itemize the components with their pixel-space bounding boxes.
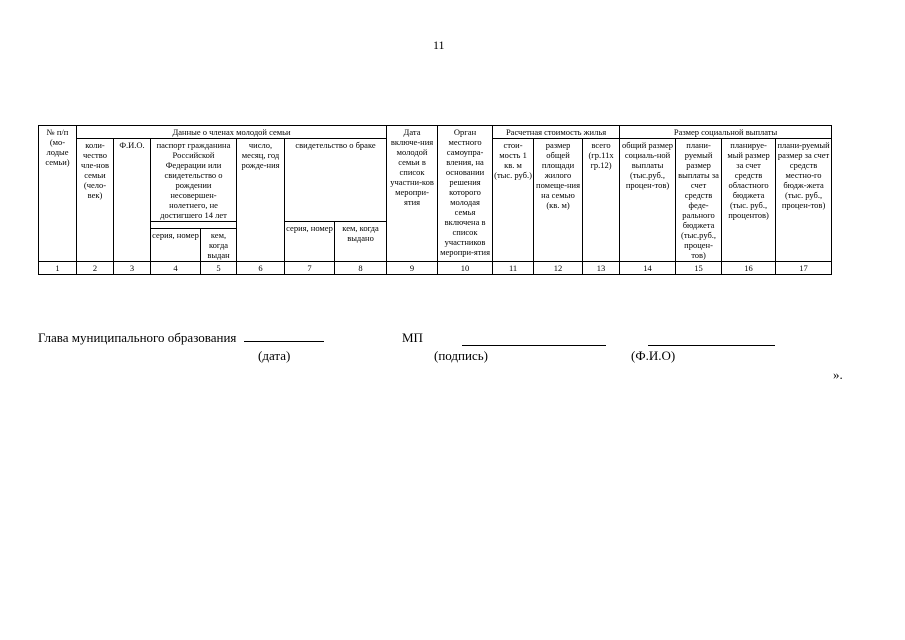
fio-caption: (Ф.И.О) xyxy=(631,348,676,363)
col-number: 11 xyxy=(493,262,534,275)
column-numbers-row xyxy=(39,262,832,275)
col-number: 17 xyxy=(776,262,832,275)
header-payment: Размер социальной выплаты xyxy=(620,126,832,139)
col-number: 9 xyxy=(387,262,438,275)
signature-line xyxy=(462,345,606,346)
header-cost: Расчетная стоимость жилья xyxy=(493,126,620,139)
col-number: 8 xyxy=(335,262,387,275)
date-caption: (дата) xyxy=(258,348,291,363)
header-marriage: свидетельство о браке xyxy=(285,139,387,222)
header-date: Дата включе-ния молодой семьи в список участни-ков меропри-ятия xyxy=(387,126,438,262)
page-number: 11 xyxy=(433,38,445,52)
col-number: 2 xyxy=(77,262,114,275)
signature-caption: (подпись) xyxy=(434,348,488,363)
col-number: 14 xyxy=(620,262,676,275)
mp-label: МП xyxy=(402,330,423,345)
col-number: 12 xyxy=(534,262,583,275)
families-table xyxy=(38,125,832,275)
header-marriage-issued: кем, когда выдано xyxy=(335,222,387,262)
col-number: 3 xyxy=(114,262,151,275)
closing-quote: ». xyxy=(833,367,843,382)
header-members: Данные о членах молодой семьи xyxy=(77,126,387,139)
date-line xyxy=(244,341,324,342)
col-number: 5 xyxy=(201,262,237,275)
header-pay-regional: планируе-мый размер за счет средств областного бюджета (тыс. руб., процентов) xyxy=(722,139,776,262)
header-pay-total: общий размер социаль-ной выплаты (тыс.руб., процен-тов) xyxy=(620,139,676,262)
fio-line xyxy=(648,345,775,346)
header-area: размер общей площади жилого помеще-ния на семью (кв. м) xyxy=(534,139,583,262)
col-number: 16 xyxy=(722,262,776,275)
header-cost-m2: стои-мость 1 кв. м (тыс. руб.) xyxy=(493,139,534,262)
header-total: всего (гр.11х гр.12) xyxy=(583,139,620,262)
col-number: 10 xyxy=(438,262,493,275)
header-passport: паспорт гражданина Российской Федерации или свидетельство о рождении несовершен-нолетнего, не достигшего 14 лет xyxy=(151,139,237,222)
header-organ: Орган местного самоупра-вления, на основании решения которого молодая семья включена в список участников меропри-ятия xyxy=(438,126,493,262)
header-fio: Ф.И.О. xyxy=(114,139,151,262)
col-number: 6 xyxy=(237,262,285,275)
col-number: 7 xyxy=(285,262,335,275)
header-count: коли-чество чле-нов семьи (чело-век) xyxy=(77,139,114,262)
header-series: серия, номер xyxy=(151,229,201,262)
col-number: 4 xyxy=(151,262,201,275)
header-marriage-series: серия, номер xyxy=(285,222,335,262)
head-label: Глава муниципального образования xyxy=(38,330,324,346)
header-issued-by: кем, когда выдан xyxy=(201,229,237,262)
header-pay-local: плани-руемый размер за счет средств местно-го бюдж-жета (тыс. руб., процен-тов) xyxy=(776,139,832,262)
col-number: 13 xyxy=(583,262,620,275)
header-num: № п/п (мо-лодые семьи) xyxy=(39,126,77,262)
header-pay-federal: плани-руемый размер выплаты за счет средств феде-рального бюджета (тыс.руб., процен-тов) xyxy=(676,139,722,262)
header-birth: число, месяц, год рожде-ния xyxy=(237,139,285,262)
col-number: 1 xyxy=(39,262,77,275)
col-number: 15 xyxy=(676,262,722,275)
